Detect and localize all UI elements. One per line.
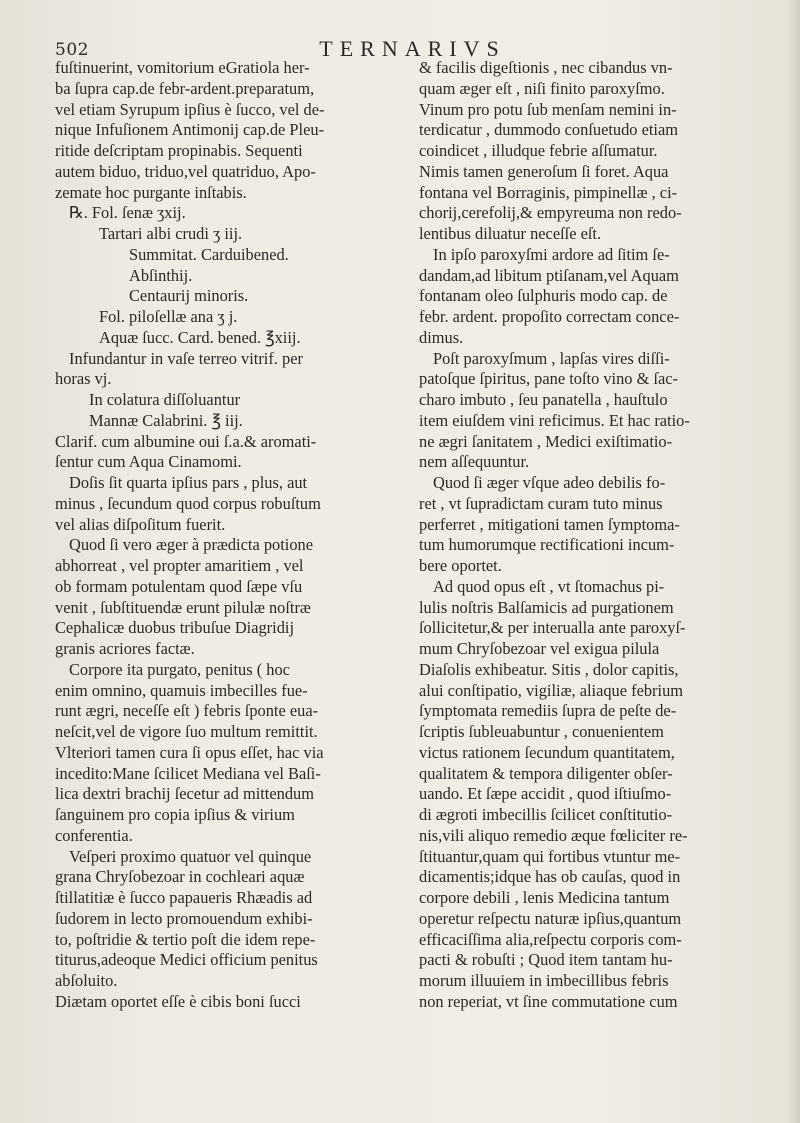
text-line: incedito:Mane ſcilicet Mediana vel Baſi- — [55, 763, 321, 783]
text-line: venit , ſubſtituendæ erunt pilulæ noſtræ — [55, 597, 311, 617]
text-line: enim omnino, quamuis imbecilles fue- — [55, 680, 308, 700]
text-line: Summitat. Carduibened. — [129, 244, 289, 264]
text-line: ret , vt ſupradictam curam tuto minus — [419, 493, 663, 513]
text-line: Veſperi proximo quatuor vel quinque — [69, 846, 312, 866]
text-line: lulis noſtris Balſamicis ad purgationem — [419, 597, 674, 617]
text-line: efficaciſſima alia,reſpectu corporis com- — [419, 929, 682, 949]
text-line: runt ægri, neceſſe eſt ) febris ſponte eua- — [55, 701, 319, 721]
text-line: Fol. piloſellæ ana ʒ j. — [99, 307, 238, 326]
text-line: ſymptomata remediis ſupra de peſte de- — [419, 701, 677, 721]
text-line: neſcit,vel de vigore ſuo multum remittit. — [55, 722, 318, 741]
text-line: ſtituantur,quam qui fortibus vtuntur me- — [419, 846, 681, 866]
text-line: granis acriores factæ. — [55, 639, 195, 658]
text-line: Ad quod opus eſt , vt ſtomachus pi- — [433, 576, 665, 596]
text-line: ba ſupra cap.de febr-ardent.preparatum, — [55, 78, 315, 98]
text-line: Mannæ Calabrini. ℥ iij. — [89, 410, 243, 430]
text-line: operetur reſpectu naturæ ipſius,quantum — [419, 908, 682, 928]
text-line: qualitatem & tempora diligenter obſer- — [419, 763, 673, 783]
text-line: patoſque ſpiritus, pane toſto vino & ſac- — [419, 369, 679, 389]
text-line: Vlteriori tamen cura ſi opus eſſet, hac via — [55, 742, 324, 762]
text-line: Clarif. cum albumine oui ſ.a.& aromati- — [55, 431, 317, 451]
text-line: & facilis digeſtionis , nec cibandus vn- — [419, 58, 673, 77]
text-line: dimus. — [419, 327, 464, 347]
text-line: item eiuſdem vini reficimus. Et hac ratio- — [419, 410, 690, 430]
text-line: bere oportet. — [419, 556, 502, 575]
text-line: autem biduo, triduo,vel quatriduo, Apo- — [55, 161, 316, 181]
text-line: Diaſolis exhibeatur. Sitis , dolor capitis, — [419, 659, 679, 679]
text-line: fontanam oleo ſulphuris modo cap. de — [419, 286, 668, 306]
text-line: Diætam oportet eſſe è cibis boni ſucci — [55, 991, 301, 1011]
text-line: Doſis ſit quarta ipſius pars , plus, aut — [69, 473, 308, 492]
text-line: ritide deſcriptam propinabis. Sequenti — [55, 141, 303, 160]
text-line: Aquæ ſucc. Card. bened. ℥xiij. — [99, 327, 301, 347]
text-line: fontana vel Borraginis, pimpinellæ , ci- — [419, 182, 678, 202]
text-line: horas vj. — [55, 369, 112, 389]
text-line: Quod ſi æger vſque adeo debilis fo- — [433, 473, 666, 492]
running-head: TERNARIVS — [319, 36, 506, 61]
text-line: Quod ſi vero æger à prædicta potione — [69, 535, 313, 555]
left-text-column — [55, 58, 400, 1013]
text-line: di ægroti imbecillis ſcilicet conſtitutio- — [419, 805, 673, 824]
text-line: ne ægri ſanitatem , Medici exiſtimatio- — [419, 431, 673, 451]
text-line: ſudorem in lecto promouendum exhibi- — [55, 908, 313, 928]
text-line: ſtillatitiæ è ſucco papaueris Rhæadis ad — [55, 888, 313, 907]
text-line: fuſtinuerint, vomitorium eGratiola her- — [55, 58, 310, 77]
text-line: minus , ſecundum quod corpus robuſtum — [55, 493, 321, 513]
text-line: ſcriptis ſubleuabuntur , conuenientem — [419, 722, 664, 741]
text-line: abhorreat , vel propter amaritiem , vel — [55, 556, 304, 575]
text-line: zemate hoc purgante inſtabis. — [55, 182, 247, 202]
text-line: dicamentis;idque has ob cauſas, quod in — [419, 867, 681, 887]
text-line: Corpore ita purgato, penitus ( hoc — [69, 659, 290, 679]
text-line: coindicet , illudque febrie aſſumatur. — [419, 141, 658, 160]
right-text-column — [419, 58, 774, 1013]
text-line: grana Chryſobezoar in cochleari aquæ — [55, 867, 305, 887]
text-line: titurus,adeoque Medici officium penitus — [55, 950, 318, 970]
text-line: perferret , mitigationi tamen ſymptoma- — [419, 514, 680, 534]
text-line: morum illuuiem in imbecillibus febris — [419, 971, 669, 990]
text-line: In colatura diſſoluantur — [89, 390, 241, 409]
text-line: Poſt paroxyſmum , lapſas vires diſſi- — [433, 348, 670, 368]
text-line: nem aſſequuntur. — [419, 452, 530, 472]
text-line: abſoluito. — [55, 971, 118, 990]
text-line: Nimis tamen generoſum ſi foret. Aqua — [419, 161, 669, 181]
text-line: corpore debili , lenis Medicina tantum — [419, 888, 670, 907]
text-line: Infundantur in vaſe terreo vitrif. per — [69, 348, 303, 368]
page-number: 502 — [55, 40, 89, 60]
text-line: ℞. Fol. ſenæ ʒxij. — [69, 203, 186, 223]
text-line: charo imbuto , ſeu panatella , hauſtulo — [419, 390, 668, 409]
text-line: vel alias diſpoſitum fuerit. — [55, 514, 226, 534]
text-line: lentibus diluatur neceſſe eſt. — [419, 224, 602, 243]
text-line: conferentia. — [55, 825, 133, 845]
text-line: ſentur cum Aqua Cinamomi. — [55, 452, 242, 472]
text-line: lica dextri brachij ſecetur ad mittendum — [55, 784, 314, 804]
text-line: victus rationem ſecundum quantitatem, — [419, 742, 675, 762]
text-line: Abſinthij. — [129, 265, 193, 285]
text-line: uando. Et ſæpe accidit , quod iſtiuſmo- — [419, 784, 672, 804]
text-line: febr. ardent. propoſito correctam conce- — [419, 307, 680, 326]
text-line: quam æger eſt , niſi finito paroxyſmo. — [419, 78, 665, 98]
text-line: mum Chryſobezoar vel exigua pilula — [419, 639, 660, 658]
text-line: Tartari albi crudi ʒ iij. — [99, 224, 243, 243]
text-line: terdicatur , dummodo conſuetudo etiam — [419, 120, 678, 140]
text-line: In ipſo paroxyſmi ardore ad ſitim ſe- — [433, 244, 670, 264]
text-line: alui conſtipatio, vigiliæ, aliaque febrium — [419, 680, 684, 700]
text-line: ſollicitetur,& per interualla ante paroxyſ- — [419, 618, 686, 638]
text-line: nis,vili aliquo remedio æque fœliciter re- — [419, 825, 688, 845]
page-edge-shadow — [786, 0, 800, 1123]
text-line: Centaurij minoris. — [129, 286, 249, 306]
text-line: ob formam potulentam quod ſæpe vſu — [55, 576, 303, 596]
text-line: pacti & robuſti ; Quod item tantam hu- — [419, 950, 673, 970]
text-line: ſanguinem pro copia ipſius & virium — [55, 805, 295, 824]
text-line: dandam,ad libitum ptiſanam,vel Aquam — [419, 265, 679, 285]
text-line: nique Infuſionem Antimonij cap.de Pleu- — [55, 120, 325, 140]
text-line: non reperiat, vt ſine commutatione cum — [419, 991, 678, 1011]
text-line: to, poſtridie & tertio poſt die idem repe- — [55, 929, 316, 949]
text-line: vel etiam Syrupum ipſius è ſucco, vel de- — [55, 99, 325, 119]
text-line: Cephalicæ duobus tribuſue Diagridij — [55, 618, 294, 638]
text-line: chorij,cerefolij,& empyreuma non redo- — [419, 203, 682, 223]
text-line: tum humorumque rectificationi incum- — [419, 535, 675, 555]
text-line: Vinum pro potu ſub menſam nemini in- — [419, 99, 677, 119]
